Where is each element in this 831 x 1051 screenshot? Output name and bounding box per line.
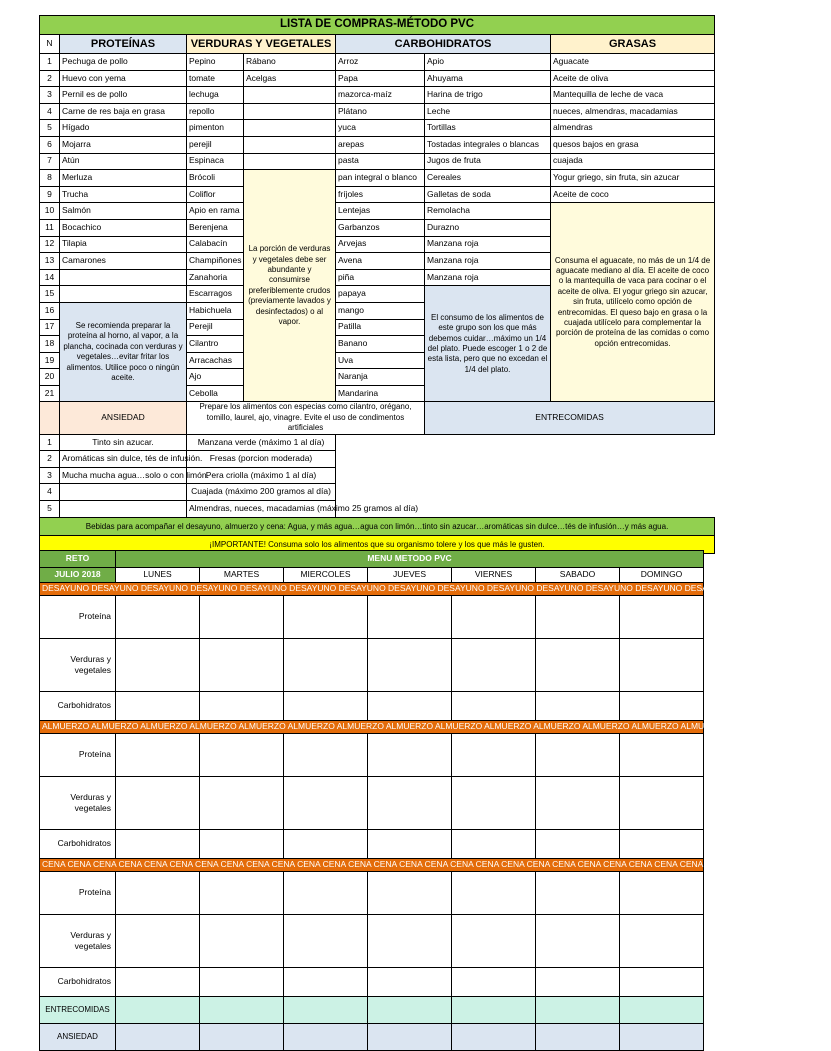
carbohidratos-note: El consumo de los alimentos de este grupo son los que más debemos cuidar…máximo un 1/4 del plato. Puede escoger 1 o 2 de esta lista, pero que no excedan el 1/4 del plato. bbox=[425, 286, 551, 402]
grasa-item: nueces, almendras, macadamias bbox=[551, 103, 715, 120]
row-number: 16 bbox=[40, 302, 60, 319]
menu-cell[interactable] bbox=[284, 734, 368, 777]
carbohidrato-item: Avena bbox=[336, 253, 425, 270]
carbohidrato-item: Arroz bbox=[336, 54, 425, 71]
carbohidrato-item-2: Manzana roja bbox=[425, 236, 551, 253]
menu-cell[interactable] bbox=[620, 1024, 704, 1051]
menu-cell[interactable] bbox=[116, 734, 200, 777]
day-header: MARTES bbox=[200, 568, 284, 583]
menu-cell[interactable] bbox=[116, 997, 200, 1024]
menu-cell[interactable] bbox=[620, 915, 704, 968]
day-header: VIERNES bbox=[452, 568, 536, 583]
menu-cell[interactable] bbox=[368, 596, 452, 639]
carbohidrato-item: Mandarina bbox=[336, 385, 425, 402]
grasa-item: Aceite de coco bbox=[551, 186, 715, 203]
menu-cell[interactable] bbox=[620, 968, 704, 997]
month-label: JULIO 2018 bbox=[40, 568, 116, 583]
entrecomida-item: Fresas (porcion moderada) bbox=[187, 451, 336, 468]
carbohidrato-item-2: Jugos de fruta bbox=[425, 153, 551, 170]
ansiedad-number: 3 bbox=[40, 467, 60, 484]
menu-cell[interactable] bbox=[536, 1024, 620, 1051]
verdura-item-2 bbox=[244, 136, 336, 153]
carbohidrato-item: Arvejas bbox=[336, 236, 425, 253]
proteina-item: Atún bbox=[60, 153, 187, 170]
menu-cell[interactable] bbox=[536, 872, 620, 915]
menu-row bbox=[40, 915, 704, 968]
verdura-item: tomate bbox=[187, 70, 244, 87]
menu-cell[interactable] bbox=[200, 639, 284, 692]
verdura-item: Cilantro bbox=[187, 336, 244, 353]
especias-note: Prepare los alimentos con especias como cilantro, orégano, tomillo, laurel, ajo, vinagre. Evite el uso de condimentos artificiales bbox=[187, 402, 425, 434]
day-header: DOMINGO bbox=[620, 568, 704, 583]
menu-table bbox=[39, 550, 831, 1051]
meal-band: CENA CENA CENA CENA CENA CENA CENA CENA CENA CENA CENA CENA CENA CENA CENA CENA CENA CENA CENA CENA CENA CENA CENA CENA CENA CENA bbox=[40, 859, 704, 872]
verdura-item: Cebolla bbox=[187, 385, 244, 402]
menu-row-label: Carbohidratos bbox=[40, 830, 116, 859]
shopping-list-title: LISTA DE COMPRAS-MÉTODO PVC bbox=[40, 16, 715, 35]
verdura-item: Berenjena bbox=[187, 219, 244, 236]
grasas-note: Consuma el aguacate, no más de un 1/4 de aguacate mediano al día. El aceite de coco o la mantequilla de vaca para cocinar o el aceite de oliva. El yogur griego sin azucar, sin fruta, utilícelo como opción de entrecomidas. El queso bajo en grasa o la cuajada utilícelo para complementar la porción de proteína de las comidas o como opción entrecomidas. bbox=[551, 203, 715, 402]
row-number: 8 bbox=[40, 170, 60, 187]
day-header: LUNES bbox=[116, 568, 200, 583]
menu-cell[interactable] bbox=[200, 692, 284, 721]
menu-row-label: Verduras y vegetales bbox=[40, 639, 116, 692]
menu-cell[interactable] bbox=[200, 997, 284, 1024]
proteina-item: Pechuga de pollo bbox=[60, 54, 187, 71]
carbohidrato-item: arepas bbox=[336, 136, 425, 153]
menu-title: MENU METODO PVC bbox=[116, 551, 704, 568]
verdura-item-2 bbox=[244, 153, 336, 170]
menu-cell[interactable] bbox=[536, 596, 620, 639]
menu-cell[interactable] bbox=[620, 692, 704, 721]
row-number: 4 bbox=[40, 103, 60, 120]
shopping-row bbox=[40, 103, 715, 120]
shopping-row bbox=[40, 120, 715, 137]
verdura-item: Habichuela bbox=[187, 302, 244, 319]
verdura-item: Pepino bbox=[187, 54, 244, 71]
shopping-list-table bbox=[39, 15, 715, 554]
menu-cell[interactable] bbox=[284, 915, 368, 968]
menu-cell[interactable] bbox=[116, 1024, 200, 1051]
menu-cell[interactable] bbox=[452, 777, 536, 830]
menu-cell[interactable] bbox=[536, 968, 620, 997]
menu-cell[interactable] bbox=[536, 777, 620, 830]
proteina-item: Tilapia bbox=[60, 236, 187, 253]
menu-cell[interactable] bbox=[200, 968, 284, 997]
ansiedad-item: Mucha mucha agua…solo o con limón. bbox=[60, 467, 187, 484]
menu-row-label: Verduras y vegetales bbox=[40, 777, 116, 830]
menu-cell[interactable] bbox=[284, 968, 368, 997]
menu-cell[interactable] bbox=[200, 872, 284, 915]
menu-cell[interactable] bbox=[116, 639, 200, 692]
proteina-item bbox=[60, 286, 187, 303]
shopping-row bbox=[40, 153, 715, 170]
menu-cell[interactable] bbox=[452, 734, 536, 777]
carbohidrato-item: pan integral o blanco bbox=[336, 170, 425, 187]
proteina-item: Huevo con yema bbox=[60, 70, 187, 87]
menu-row-label: Proteína bbox=[40, 596, 116, 639]
menu-row bbox=[40, 734, 704, 777]
menu-cell[interactable] bbox=[200, 596, 284, 639]
ansiedad-item bbox=[60, 484, 187, 501]
verdura-item-2 bbox=[244, 87, 336, 104]
verdura-item: lechuga bbox=[187, 87, 244, 104]
ansiedad-number: 4 bbox=[40, 484, 60, 501]
menu-cell[interactable] bbox=[536, 734, 620, 777]
menu-cell[interactable] bbox=[368, 639, 452, 692]
grasa-item: Aceite de oliva bbox=[551, 70, 715, 87]
row-number: 11 bbox=[40, 219, 60, 236]
menu-cell[interactable] bbox=[284, 777, 368, 830]
carbohidrato-item-2: Ahuyama bbox=[425, 70, 551, 87]
carbohidrato-item: Papa bbox=[336, 70, 425, 87]
carbohidrato-item: pasta bbox=[336, 153, 425, 170]
verduras-header: VERDURAS Y VEGETALES bbox=[187, 35, 336, 54]
row-number: 19 bbox=[40, 352, 60, 369]
menu-cell[interactable] bbox=[368, 830, 452, 859]
grasa-item: cuajada bbox=[551, 153, 715, 170]
carbohidrato-item: Garbanzos bbox=[336, 219, 425, 236]
shopping-row bbox=[40, 170, 715, 187]
verduras-note: La porción de verduras y vegetales debe ser abundante y consumirse preferiblemente crudos (previamente lavados y desinfectados) o al vapor. bbox=[244, 170, 336, 402]
entrecomidas-label: ENTRECOMIDAS bbox=[40, 997, 116, 1024]
menu-row bbox=[40, 830, 704, 859]
menu-row-label: Proteína bbox=[40, 872, 116, 915]
carbohidrato-item: Uva bbox=[336, 352, 425, 369]
menu-cell[interactable] bbox=[368, 997, 452, 1024]
verdura-item: Champiñones bbox=[187, 253, 244, 270]
ansiedad-row bbox=[40, 451, 715, 468]
proteina-item: Merluza bbox=[60, 170, 187, 187]
row-number: 1 bbox=[40, 54, 60, 71]
row-number: 15 bbox=[40, 286, 60, 303]
menu-row-label: Carbohidratos bbox=[40, 692, 116, 721]
row-number: 7 bbox=[40, 153, 60, 170]
entrecomidas-row bbox=[40, 997, 704, 1024]
row-number: 18 bbox=[40, 336, 60, 353]
carbohidrato-item: Banano bbox=[336, 336, 425, 353]
menu-cell[interactable] bbox=[452, 872, 536, 915]
menu-cell[interactable] bbox=[116, 968, 200, 997]
row-number: 13 bbox=[40, 253, 60, 270]
carbohidrato-item-2: Tostadas integrales o blancas bbox=[425, 136, 551, 153]
menu-cell[interactable] bbox=[284, 872, 368, 915]
menu-cell[interactable] bbox=[284, 830, 368, 859]
carbohidrato-item-2: Leche bbox=[425, 103, 551, 120]
entrecomida-item: Manzana verde (máximo 1 al día) bbox=[187, 434, 336, 451]
carbohidrato-item: fríjoles bbox=[336, 186, 425, 203]
ansiedad-label: ANSIEDAD bbox=[40, 1024, 116, 1051]
menu-cell[interactable] bbox=[368, 777, 452, 830]
carbohidrato-item: mango bbox=[336, 302, 425, 319]
menu-cell[interactable] bbox=[368, 968, 452, 997]
carbohidrato-item-2: Galletas de soda bbox=[425, 186, 551, 203]
carbohidrato-item-2: Cereales bbox=[425, 170, 551, 187]
row-number: 14 bbox=[40, 269, 60, 286]
menu-cell[interactable] bbox=[452, 639, 536, 692]
grasas-header: GRASAS bbox=[551, 35, 715, 54]
shopping-row bbox=[40, 54, 715, 71]
menu-row bbox=[40, 692, 704, 721]
verdura-item-2: Acelgas bbox=[244, 70, 336, 87]
menu-cell[interactable] bbox=[620, 734, 704, 777]
menu-cell[interactable] bbox=[368, 1024, 452, 1051]
menu-cell[interactable] bbox=[116, 692, 200, 721]
menu-row bbox=[40, 596, 704, 639]
carbohidrato-item-2: Durazno bbox=[425, 219, 551, 236]
carbohidrato-item-2: Harina de trigo bbox=[425, 87, 551, 104]
ansiedad-item: Aromáticas sin dulce, tés de infusión. bbox=[60, 451, 187, 468]
proteina-item: Trucha bbox=[60, 186, 187, 203]
row-number: 10 bbox=[40, 203, 60, 220]
menu-cell[interactable] bbox=[452, 968, 536, 997]
ansiedad-row bbox=[40, 501, 715, 518]
menu-cell[interactable] bbox=[116, 596, 200, 639]
meal-band: ALMUERZO ALMUERZO ALMUERZO ALMUERZO ALMUERZO ALMUERZO ALMUERZO ALMUERZO ALMUERZO ALMUERZO ALMUERZO ALMUERZO ALMUERZO ALMUERZO bbox=[40, 721, 704, 734]
menu-cell[interactable] bbox=[200, 777, 284, 830]
carbohidrato-item-2: Remolacha bbox=[425, 203, 551, 220]
shopping-row bbox=[40, 87, 715, 104]
proteinas-header: PROTEÍNAS bbox=[60, 35, 187, 54]
verdura-item-2: Rábano bbox=[244, 54, 336, 71]
importante-bar: ¡IMPORTANTE! Consuma solo los alimentos que su organismo tolere y los que más le gusten. bbox=[40, 535, 715, 553]
proteina-item: Camarones bbox=[60, 253, 187, 270]
menu-cell[interactable] bbox=[452, 915, 536, 968]
ansiedad-number: 1 bbox=[40, 434, 60, 451]
proteina-item bbox=[60, 269, 187, 286]
ansiedad-item: Tinto sin azucar. bbox=[60, 434, 187, 451]
entrecomida-item: Pera criolla (máximo 1 al día) bbox=[187, 467, 336, 484]
carbohidrato-item: Lentejas bbox=[336, 203, 425, 220]
verdura-item: Calabacín bbox=[187, 236, 244, 253]
ansiedad-number: 5 bbox=[40, 501, 60, 518]
menu-cell[interactable] bbox=[620, 639, 704, 692]
verdura-item: Coliflor bbox=[187, 186, 244, 203]
verdura-item-2 bbox=[244, 120, 336, 137]
menu-cell[interactable] bbox=[452, 997, 536, 1024]
ansiedad-row bbox=[40, 467, 715, 484]
menu-cell[interactable] bbox=[536, 915, 620, 968]
ansiedad-row bbox=[40, 484, 715, 501]
menu-cell[interactable] bbox=[284, 596, 368, 639]
shopping-row bbox=[40, 70, 715, 87]
menu-cell[interactable] bbox=[116, 872, 200, 915]
menu-cell[interactable] bbox=[536, 830, 620, 859]
menu-cell[interactable] bbox=[452, 596, 536, 639]
verdura-item: Arracachas bbox=[187, 352, 244, 369]
proteina-item: Bocachico bbox=[60, 219, 187, 236]
proteina-item: Salmón bbox=[60, 203, 187, 220]
carbohidrato-item: Patilla bbox=[336, 319, 425, 336]
grasa-item: almendras bbox=[551, 120, 715, 137]
menu-row-label: Proteína bbox=[40, 734, 116, 777]
proteina-item: Pernil es de pollo bbox=[60, 87, 187, 104]
menu-cell[interactable] bbox=[368, 692, 452, 721]
entrecomida-item: Cuajada (máximo 200 gramos al día) bbox=[187, 484, 336, 501]
menu-row bbox=[40, 777, 704, 830]
row-number: 2 bbox=[40, 70, 60, 87]
proteina-item: Mojarra bbox=[60, 136, 187, 153]
carbohidrato-item-2: Manzana roja bbox=[425, 253, 551, 270]
menu-cell[interactable] bbox=[536, 692, 620, 721]
grasa-item: quesos bajos en grasa bbox=[551, 136, 715, 153]
verdura-item: repollo bbox=[187, 103, 244, 120]
row-number: 20 bbox=[40, 369, 60, 386]
meal-band: DESAYUNO DESAYUNO DESAYUNO DESAYUNO DESAYUNO DESAYUNO DESAYUNO DESAYUNO DESAYUNO DESAYUNO DESAYUNO DESAYUNO DESAYUNO DESAYUNO DESAYUNO DESAYUNO bbox=[40, 583, 704, 596]
menu-cell[interactable] bbox=[284, 692, 368, 721]
shopping-row bbox=[40, 136, 715, 153]
day-header: JUEVES bbox=[368, 568, 452, 583]
menu-row-label: Verduras y vegetales bbox=[40, 915, 116, 968]
carbohidrato-item: papaya bbox=[336, 286, 425, 303]
menu-cell[interactable] bbox=[200, 1024, 284, 1051]
carbohidrato-item: yuca bbox=[336, 120, 425, 137]
row-number: 6 bbox=[40, 136, 60, 153]
bebidas-bar: Bebidas para acompañar el desayuno, almuerzo y cena: Agua, y más agua…agua con limón…tinto sin azucar…aromáticas sin dulce…tés de infusión…y más agua. bbox=[40, 517, 715, 535]
menu-cell[interactable] bbox=[452, 830, 536, 859]
day-header: SABADO bbox=[536, 568, 620, 583]
shopping-row bbox=[40, 203, 715, 220]
ansiedad-item bbox=[60, 501, 187, 518]
verdura-item: Escarragos bbox=[187, 286, 244, 303]
menu-cell[interactable] bbox=[620, 872, 704, 915]
menu-cell[interactable] bbox=[620, 596, 704, 639]
menu-cell[interactable] bbox=[368, 872, 452, 915]
menu-cell[interactable] bbox=[284, 1024, 368, 1051]
carbohidrato-item-2: Tortillas bbox=[425, 120, 551, 137]
ansiedad-row bbox=[40, 434, 715, 451]
verdura-item: Apio en rama bbox=[187, 203, 244, 220]
ansiedad-number: 2 bbox=[40, 451, 60, 468]
menu-row bbox=[40, 639, 704, 692]
verdura-item: Espinaca bbox=[187, 153, 244, 170]
proteina-item: Hígado bbox=[60, 120, 187, 137]
menu-cell[interactable] bbox=[536, 997, 620, 1024]
menu-cell[interactable] bbox=[116, 777, 200, 830]
day-header: MIERCOLES bbox=[284, 568, 368, 583]
entrecomidas-header: ENTRECOMIDAS bbox=[425, 402, 715, 434]
menu-cell[interactable] bbox=[200, 915, 284, 968]
row-number: 12 bbox=[40, 236, 60, 253]
ansiedad-header: ANSIEDAD bbox=[60, 402, 187, 434]
n-header: N bbox=[40, 35, 60, 54]
menu-row-label: Carbohidratos bbox=[40, 968, 116, 997]
verdura-item: perejil bbox=[187, 136, 244, 153]
carbohidratos-header: CARBOHIDRATOS bbox=[336, 35, 551, 54]
row-number: 17 bbox=[40, 319, 60, 336]
ansiedad-row bbox=[40, 1024, 704, 1051]
verdura-item-2 bbox=[244, 103, 336, 120]
carbohidrato-item-2: Manzana roja bbox=[425, 269, 551, 286]
menu-cell[interactable] bbox=[116, 915, 200, 968]
proteinas-note: Se recomienda preparar la proteína al horno, al vapor, a la plancha, cocinada con verduras y vegetales…evitar fritar los alimentos. Utilice poco o ningún aceite. bbox=[60, 302, 187, 402]
carbohidrato-item-2: Apio bbox=[425, 54, 551, 71]
shopping-row bbox=[40, 186, 715, 203]
carbohidrato-item: piña bbox=[336, 269, 425, 286]
menu-cell[interactable] bbox=[452, 1024, 536, 1051]
menu-cell[interactable] bbox=[368, 915, 452, 968]
menu-row bbox=[40, 968, 704, 997]
entrecomida-item: Almendras, nueces, macadamias (máximo 25 gramos al día) bbox=[187, 501, 336, 518]
verdura-item: pimenton bbox=[187, 120, 244, 137]
menu-cell[interactable] bbox=[116, 830, 200, 859]
menu-cell[interactable] bbox=[620, 777, 704, 830]
menu-cell[interactable] bbox=[368, 734, 452, 777]
row-number: 9 bbox=[40, 186, 60, 203]
verdura-item: Zanahoria bbox=[187, 269, 244, 286]
verdura-item: Brócoli bbox=[187, 170, 244, 187]
carbohidrato-item: Plátano bbox=[336, 103, 425, 120]
verdura-item: Ajo bbox=[187, 369, 244, 386]
menu-cell[interactable] bbox=[620, 997, 704, 1024]
menu-cell[interactable] bbox=[200, 734, 284, 777]
menu-cell[interactable] bbox=[200, 830, 284, 859]
carbohidrato-item: mazorca-maíz bbox=[336, 87, 425, 104]
reto-label: RETO bbox=[40, 551, 116, 568]
menu-cell[interactable] bbox=[284, 639, 368, 692]
grasa-item: Aguacate bbox=[551, 54, 715, 71]
menu-cell[interactable] bbox=[620, 830, 704, 859]
grasa-item: Mantequilla de leche de vaca bbox=[551, 87, 715, 104]
row-number: 21 bbox=[40, 385, 60, 402]
row-number: 5 bbox=[40, 120, 60, 137]
menu-row bbox=[40, 872, 704, 915]
verdura-item: Perejil bbox=[187, 319, 244, 336]
grasa-item: Yogur griego, sin fruta, sin azucar bbox=[551, 170, 715, 187]
menu-cell[interactable] bbox=[284, 997, 368, 1024]
menu-cell[interactable] bbox=[536, 639, 620, 692]
proteina-item: Carne de res baja en grasa bbox=[60, 103, 187, 120]
carbohidrato-item: Naranja bbox=[336, 369, 425, 386]
menu-cell[interactable] bbox=[452, 692, 536, 721]
row-number: 3 bbox=[40, 87, 60, 104]
